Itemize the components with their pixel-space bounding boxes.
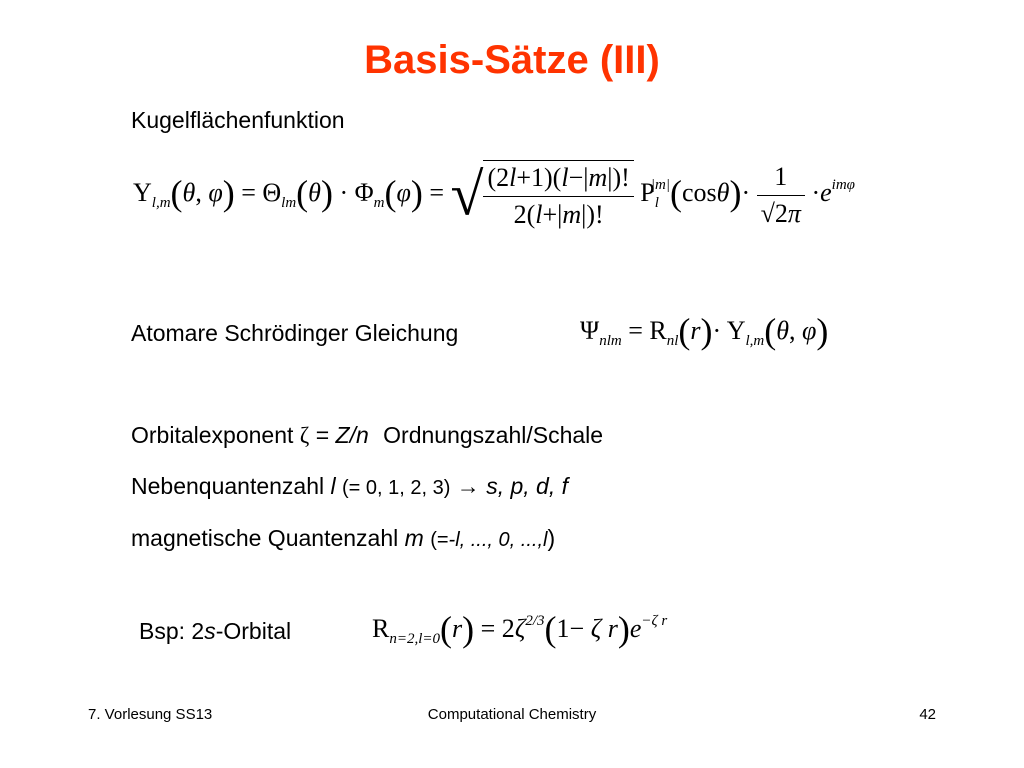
- section-label-spherical-harmonics: Kugelflächenfunktion: [131, 107, 345, 133]
- nebenquantenzahl-label: Nebenquantenzahl: [131, 473, 325, 499]
- equation-2s-radial: $R_{n=2,l=0}(r) = 2\zeta^{2/3}(1- \zeta$ $r)e^{-\zeta r}$: [372, 609, 668, 649]
- magnetische-quantenzahl-label: magnetische Quantenzahl: [131, 525, 399, 551]
- example-suffix: -Orbital: [215, 618, 292, 644]
- m-symbol: m: [404, 525, 424, 551]
- l-symbol: l: [330, 473, 336, 499]
- slide-title: Basis-Sätze (III): [364, 38, 660, 82]
- l-values: (= 0, 1, 2, 3): [342, 477, 451, 499]
- footer-course: Computational Chemistry: [427, 706, 597, 723]
- arrow-icon: →: [456, 473, 480, 499]
- equation-wavefunction: $\Psi_{nlm} = R_{nl}(r)\cdot Y_{l,m}(\theta$, φ): [580, 311, 829, 351]
- example-label: [139, 618, 291, 645]
- footer-lecture: 7. Vorlesung SS13: [88, 706, 213, 723]
- section-label-schroedinger: Atomare Schrödinger Gleichung: [131, 320, 459, 346]
- footer-page-number: 42: [919, 706, 936, 723]
- m-range: -l, ..., 0, ...,l: [448, 529, 548, 551]
- secondary-quantum-number-line: [131, 473, 568, 500]
- example-s: s: [204, 618, 216, 644]
- zeta-symbol: ζ: [299, 423, 310, 448]
- ordnungszahl-label: Ordnungszahl/Schale: [383, 422, 604, 448]
- magnetic-quantum-number-line: [131, 525, 555, 552]
- orbital-letters: s, p, d, f: [486, 473, 569, 499]
- equation-spherical-harmonics: $Y_{l,m}(\theta$, $\varphi) = \Theta_{lm}(\theta) \cdot \Phi_m(\varphi)$ = √ $\frac{(2l+1)(l-|m|)!}{2(l+|m|)!}$ $P_l^{|m|}(\cos\theta)\cdot$ $\frac{1}{√2\pi}$ $\cdot e^{im\varphi}$: [133, 161, 855, 229]
- orbital-exponent-label: Orbitalexponent: [131, 422, 294, 448]
- orbital-exponent-line: [131, 422, 603, 449]
- m-range-close: ): [547, 525, 556, 551]
- z-over-n: Z/n: [335, 422, 369, 448]
- example-prefix: Bsp: 2: [139, 618, 205, 644]
- equals-sign: =: [315, 422, 330, 448]
- m-range-open: (=: [430, 529, 449, 551]
